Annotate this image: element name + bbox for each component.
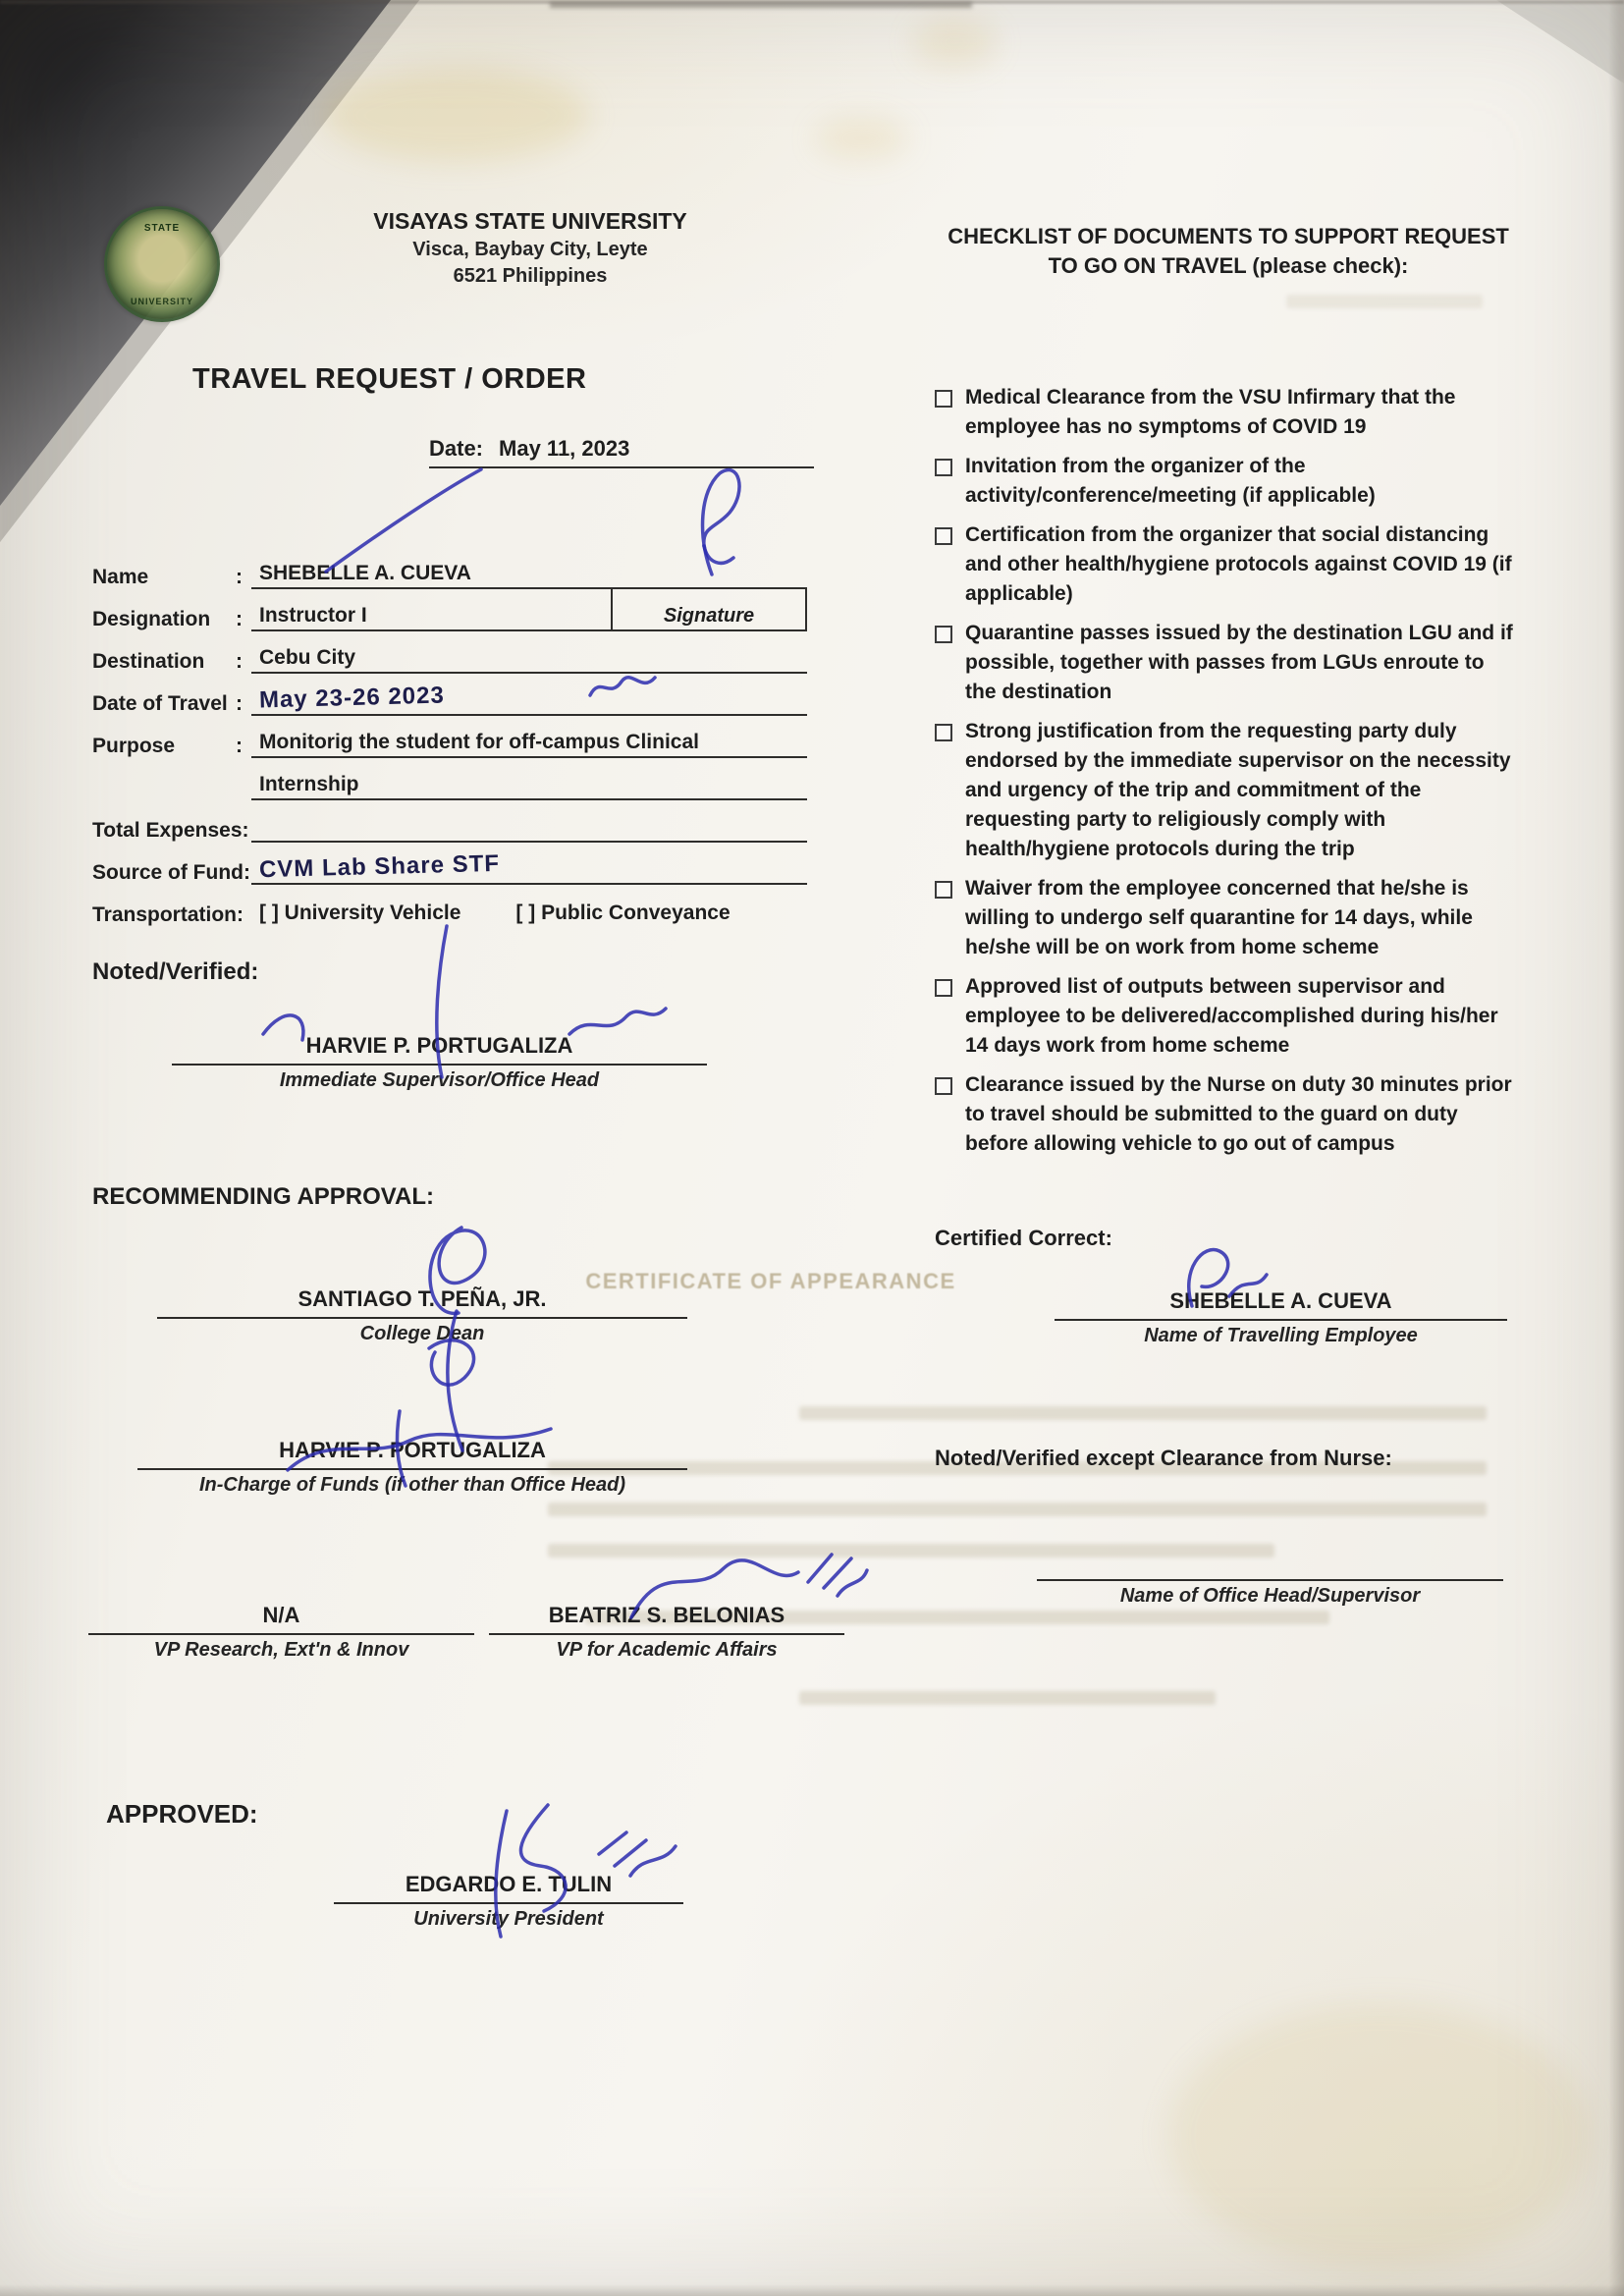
checkbox-icon [935,1077,952,1095]
checklist-item [935,520,1520,609]
scan-edge-shadow [0,2284,1624,2296]
form-row-purpose-2 [92,767,807,800]
checkbox-icon [935,527,952,545]
letterhead [295,208,766,288]
university-address: Visca, Baybay City, Leyte [412,239,648,260]
signatory-name: SHEBELLE A. CUEVA [1169,1288,1392,1313]
signatory-name: HARVIE P. PORTUGALIZA [279,1438,546,1462]
field-separator: : [236,566,243,588]
office-head-signatory-block [1037,1544,1503,1608]
handwritten-value: CVM Lab Share STF [258,849,501,884]
checklist-item [935,972,1520,1061]
field-value: Internship [259,773,359,795]
signatory-title: In-Charge of Funds (if other than Office Head) [198,1474,626,1496]
scan-edge-shadow [1608,0,1624,2296]
certified-correct-heading: Certified Correct: [935,1226,1112,1250]
recommending-approval-heading: RECOMMENDING APPROVAL: [92,1183,434,1210]
bleed-through-line [548,1503,1487,1516]
form-row-transportation [92,894,807,927]
noted-except-heading: Noted/Verified except Clearance from Nurse: [935,1446,1392,1470]
scan-corner-top-right [1496,0,1624,83]
checklist-item [935,1070,1520,1159]
employee-signatory-block [1055,1288,1507,1347]
checkbox-icon [935,626,952,643]
signature-line [172,1064,707,1066]
paper-stain [1168,2003,1591,2269]
signature-line [88,1633,474,1635]
checklist-title-line2: TO GO ON TRAVEL (please check): [1048,253,1409,278]
checkbox-icon [935,459,952,476]
signatory-title: Immediate Supervisor/Office Head [279,1069,600,1091]
bleed-through-line [799,1406,1487,1420]
signature-box [611,589,807,631]
checklist-item [935,874,1520,962]
checklist-title [938,222,1519,281]
checklist-item-text: Quarantine passes issued by the destination LGU and if possible, together with passes from LGUs enroute to the destination [965,622,1513,703]
checklist [935,383,1520,1169]
field-label: Transportation: [92,903,244,926]
signature-line [489,1633,844,1635]
seal-text: UNIVERSITY [130,297,193,306]
dean-signatory-block [157,1286,687,1345]
signature-line [157,1317,687,1319]
field-separator: : [236,650,243,673]
signature-box-label: Signature [663,605,755,627]
signatory-title: VP Research, Ext'n & Innov [153,1639,409,1661]
noted-signatory-block [172,1033,707,1092]
signature-line [334,1902,683,1904]
field-value: Instructor I [259,604,367,627]
field-label: Destination [92,650,205,673]
date-value: May 11, 2023 [499,436,630,461]
checkbox-icon [935,979,952,997]
form-row-travel-date [92,683,807,716]
checklist-item-text: Approved list of outputs between supervisor and employee to be delivered/accomplished during his/her 14 days work from home scheme [965,975,1498,1057]
checklist-item [935,619,1520,707]
field-separator: : [236,608,243,630]
field-label: Source of Fund: [92,861,250,884]
paper-stain [913,18,997,67]
checklist-item-text: Certification from the organizer that social distancing and other health/hygiene protocols against COVID 19 (if applicable) [965,523,1512,605]
field-label: Total Expenses: [92,819,249,842]
form-row-source-of-fund [92,851,807,885]
university-seal [104,206,220,322]
transport-option-university-vehicle: [ ] University Vehicle [259,902,461,924]
university-name: VISAYAS STATE UNIVERSITY [373,208,687,234]
field-separator: : [236,735,243,757]
bleed-through-line [1286,295,1483,308]
president-signatory-block [334,1872,683,1931]
date-label: Date: [429,436,484,461]
signatory-title: University President [413,1908,604,1930]
checkbox-icon [935,881,952,899]
form-row-purpose [92,725,807,758]
field-value: Monitorig the student for off-campus Clinical [259,731,699,753]
handwritten-value: May 23-26 2023 [258,682,446,714]
field-label: Designation [92,608,211,630]
date-row [429,436,814,468]
bleed-through-line [799,1691,1216,1705]
vp-research-signatory-block [88,1603,474,1662]
field-label: Date of Travel [92,692,228,715]
field-value: Cebu City [259,646,356,669]
university-address: 6521 Philippines [453,265,608,287]
signature-line [137,1468,687,1470]
checklist-item-text: Strong justification from the requesting party duly endorsed by the immediate supervisor on the necessity and urgency of the trip and commitment of the requesting party to religiously comply with health/hygiene protocols during the trip [965,720,1511,860]
vp-academic-signatory-block [489,1603,844,1662]
signatory-title: Name of Office Head/Supervisor [1119,1585,1421,1607]
checklist-title-line1: CHECKLIST OF DOCUMENTS TO SUPPORT REQUEST [947,224,1509,248]
field-label: Purpose [92,735,176,757]
field-label: Name [92,566,149,588]
paper-stain [815,118,908,159]
signatory-name: EDGARDO E. TULIN [405,1872,613,1896]
checklist-item-text: Clearance issued by the Nurse on duty 30 minutes prior to travel should be submitted to the guard on duty before allowing vehicle to go out of campus [965,1073,1512,1155]
bleed-through-title: CERTIFICATE OF APPEARANCE [585,1269,956,1293]
signatory-name: N/A [262,1603,300,1627]
signatory-name: SANTIAGO T. PEÑA, JR. [298,1286,547,1311]
signatory-name: BEATRIZ S. BELONIAS [548,1603,785,1627]
checklist-item-text: Waiver from the employee concerned that he/she is willing to undergo self quarantine for 14 days, while he/she will be on work from home scheme [965,877,1473,958]
checklist-item [935,452,1520,511]
approved-heading: APPROVED: [106,1799,258,1829]
scan-smudge [550,2,972,8]
checkbox-icon [935,390,952,408]
checklist-item [935,383,1520,442]
checklist-item-text: Invitation from the organizer of the activity/conference/meeting (if applicable) [965,455,1376,507]
form-title: TRAVEL REQUEST / ORDER [192,363,587,395]
form-row-total-expenses [92,809,807,843]
checklist-item [935,717,1520,864]
field-separator: : [236,692,243,715]
field-value: SHEBELLE A. CUEVA [259,562,471,584]
form-row-destination [92,640,807,674]
signatory-title: Name of Travelling Employee [1144,1325,1418,1346]
funds-signatory-block [137,1438,687,1497]
transport-option-public-conveyance: [ ] Public Conveyance [515,902,731,924]
signatory-title: VP for Academic Affairs [556,1639,778,1661]
paper-stain [324,69,589,162]
signature-line [1037,1579,1503,1581]
signatory-title: College Dean [359,1323,485,1344]
signature-line [1055,1319,1507,1321]
seal-text: STATE [143,223,181,234]
checkbox-icon [935,724,952,741]
form-row-name [92,556,807,589]
signatory-name: HARVIE P. PORTUGALIZA [305,1033,573,1058]
checklist-item-text: Medical Clearance from the VSU Infirmary that the employee has no symptoms of COVID 19 [965,386,1456,438]
noted-verified-heading: Noted/Verified: [92,958,259,985]
